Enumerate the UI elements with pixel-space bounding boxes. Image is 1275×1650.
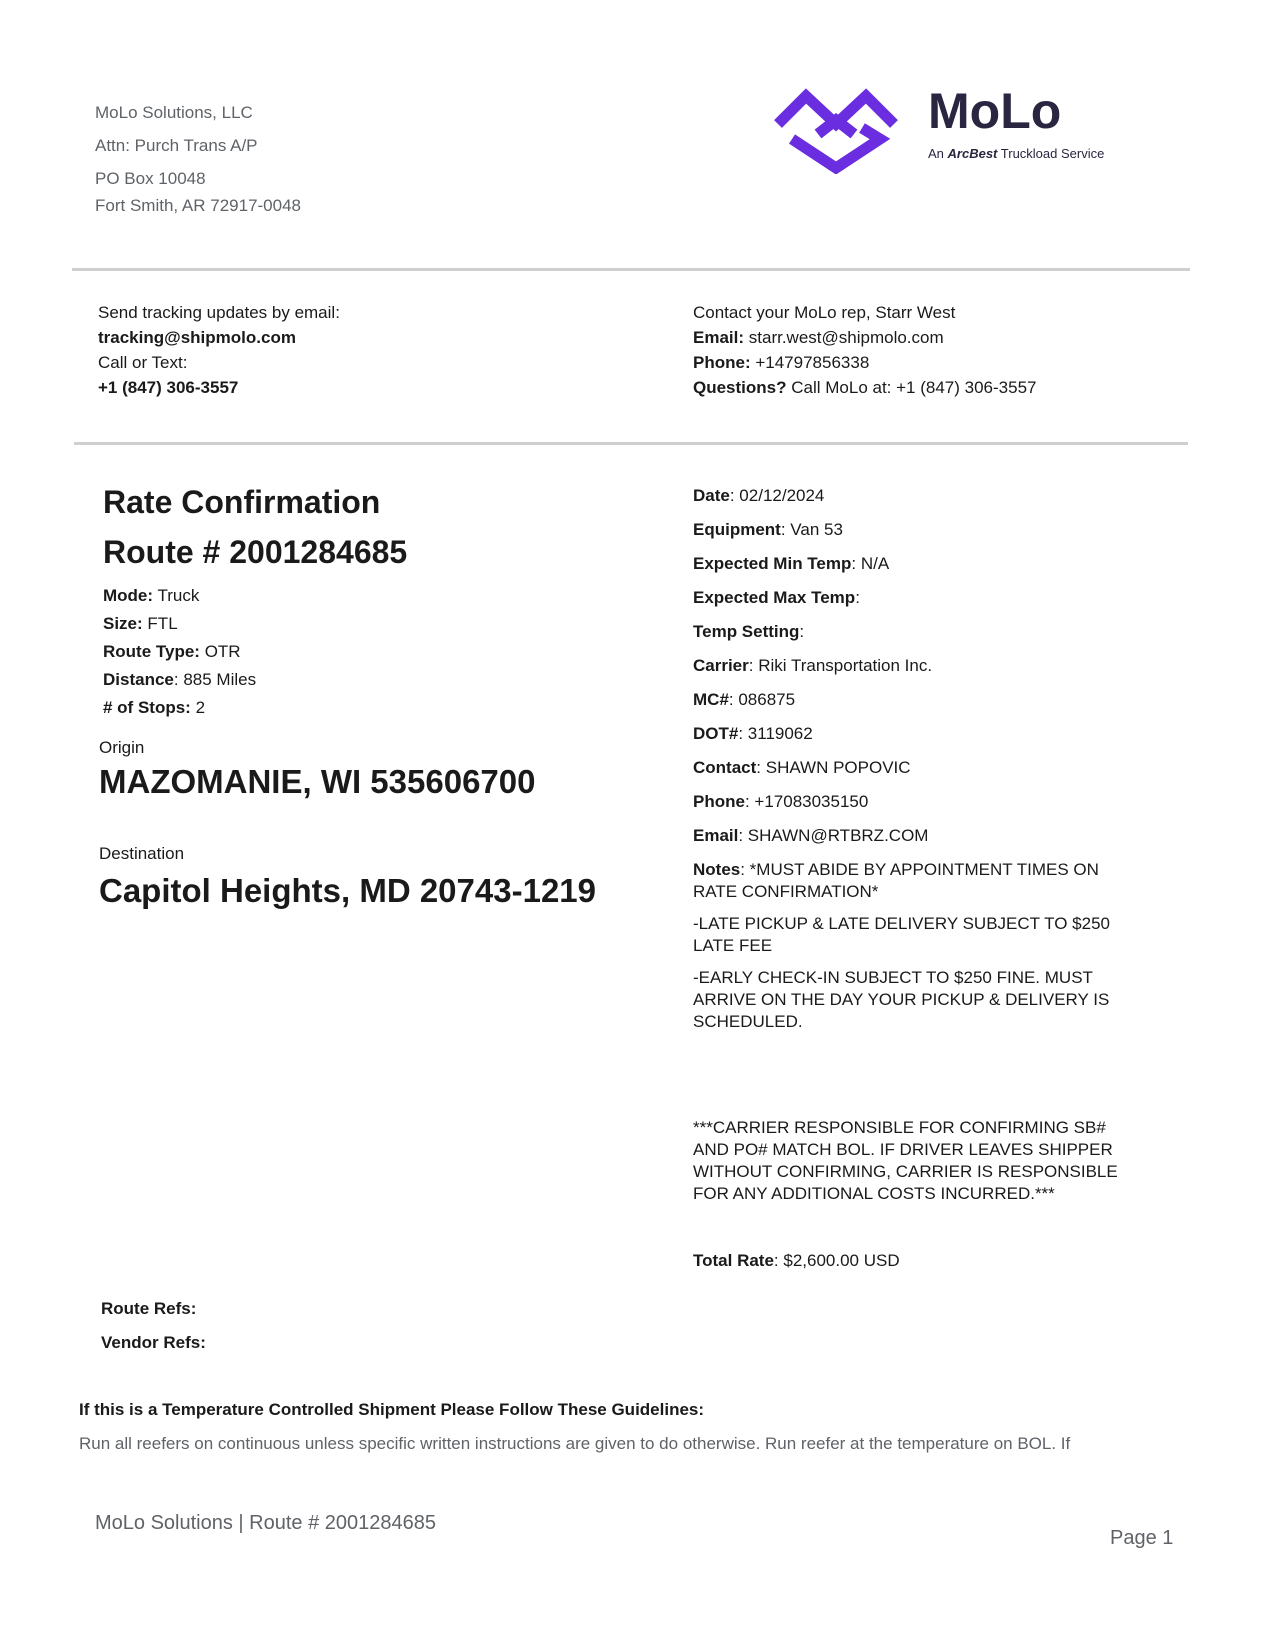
shipment-label: Route Type:: [103, 642, 200, 661]
shipment-row: [103, 694, 256, 722]
return-po-box: PO Box 10048: [95, 169, 206, 188]
detail-value: : SHAWN@RTBRZ.COM: [738, 826, 929, 845]
rep-info: [693, 300, 1037, 400]
detail-value: : Van 53: [780, 520, 843, 539]
route-number: Route # 2001284685: [103, 534, 408, 570]
rep-phone-row: [693, 350, 1037, 375]
detail-row: [693, 723, 1123, 745]
detail-row: [693, 621, 1123, 643]
shipment-value: OTR: [204, 642, 241, 661]
detail-row: [693, 553, 1123, 575]
rep-email: starr.west@shipmolo.com: [748, 328, 944, 347]
detail-value: :: [855, 588, 860, 607]
destination-city: Capitol Heights, MD 20743-1219: [99, 872, 596, 909]
shipment-value: 2: [195, 698, 206, 717]
detail-label: Email: [693, 826, 739, 845]
notes-label: Notes: [693, 860, 741, 879]
detail-label: MC#: [693, 690, 729, 709]
detail-label: Expected Min Temp: [693, 554, 852, 573]
total-rate: [693, 1250, 900, 1272]
shipment-label: Distance: [103, 670, 174, 689]
logo-name: MoLo: [928, 83, 1062, 139]
route-refs-label: Route Refs:: [101, 1299, 197, 1318]
detail-label: Contact: [693, 758, 757, 777]
total-rate-label: Total Rate: [693, 1251, 774, 1270]
shipment-row: [103, 638, 256, 666]
notes-early-checkin: -EARLY CHECK-IN SUBJECT TO $250 FINE. MUST ARRIVE ON THE DAY YOUR PICKUP & DELIVERY IS SCHEDULED.: [693, 968, 1110, 1031]
shipment-label: # of Stops:: [103, 698, 191, 717]
rep-email-row: [693, 325, 1037, 350]
molo-logo: [770, 82, 1150, 177]
tracking-info: [98, 300, 340, 400]
molo-mark-icon: [770, 84, 902, 174]
detail-row: [693, 519, 1123, 541]
temp-guidelines-text: Run all reefers on continuous unless specific written instructions are given to do otherwise. Run reefer at the temperature on BOL. If: [79, 1434, 1071, 1453]
detail-label: Carrier: [693, 656, 749, 675]
notes-first: [693, 859, 1113, 903]
shipment-label: Size:: [103, 614, 143, 633]
rep-questions-label: Questions?: [693, 378, 787, 397]
return-address: [95, 103, 301, 216]
vendor-refs-label: Vendor Refs:: [101, 1333, 206, 1352]
rep-phone: +14797856338: [755, 353, 870, 372]
detail-row: [693, 757, 1123, 779]
detail-value: :: [799, 622, 805, 641]
rep-questions-row: [693, 375, 1037, 400]
tracking-line1: Send tracking updates by email:: [98, 303, 340, 322]
shipment-value: Truck: [157, 586, 200, 605]
tracking-email: tracking@shipmolo.com: [98, 328, 296, 347]
detail-value: : Riki Transportation Inc.: [748, 656, 933, 675]
total-rate-value: : $2,600.00 USD: [773, 1251, 900, 1270]
shipment-row: [103, 666, 256, 694]
divider-middle: [74, 442, 1188, 445]
detail-label: Phone: [693, 792, 745, 811]
tagline-prefix: An: [928, 146, 944, 161]
return-city: Fort Smith, AR 72917-0048: [95, 196, 302, 215]
document-title: Rate Confirmation: [103, 484, 381, 520]
detail-value: : SHAWN POPOVIC: [756, 758, 911, 777]
notes-text: : *MUST ABIDE BY APPOINTMENT TIMES ON RATE CONFIRMATION*: [693, 860, 1099, 901]
notes-late-fee: -LATE PICKUP & LATE DELIVERY SUBJECT TO $250 LATE FEE: [693, 914, 1110, 955]
detail-row: [693, 485, 1123, 507]
footer-left: MoLo Solutions | Route # 2001284685: [95, 1512, 437, 1534]
destination-label: Destination: [99, 844, 185, 863]
page-number: Page 1: [1110, 1527, 1174, 1549]
shipment-label: Mode:: [103, 586, 154, 605]
detail-value: : 086875: [728, 690, 796, 709]
tagline-suffix: Truckload Service: [1000, 146, 1105, 161]
origin-city: MAZOMANIE, WI 535606700: [99, 763, 536, 800]
divider-top: [72, 268, 1190, 271]
detail-label: DOT#: [693, 724, 739, 743]
detail-row: [693, 825, 1123, 847]
tracking-phone: +1 (847) 306-3557: [98, 378, 239, 397]
detail-label: Expected Max Temp: [693, 588, 856, 607]
rep-line1: Contact your MoLo rep, Starr West: [693, 303, 956, 322]
shipment-row: [103, 582, 256, 610]
shipment-value: : 885 Miles: [173, 670, 257, 689]
rep-questions-text: Call MoLo at: +1 (847) 306-3557: [791, 378, 1037, 397]
shipment-row: [103, 610, 256, 638]
logo-tagline: [928, 146, 1104, 161]
tagline-brand: ArcBest: [947, 146, 998, 161]
tracking-line3: Call or Text:: [98, 353, 188, 372]
rep-phone-label: Phone:: [693, 353, 751, 372]
shipment-value: FTL: [147, 614, 178, 633]
return-attn: Attn: Purch Trans A/P: [95, 136, 258, 155]
shipment-summary: [103, 582, 256, 722]
document-title-block: [103, 477, 407, 577]
detail-row: [693, 791, 1123, 813]
detail-label: Temp Setting: [693, 622, 800, 641]
notes-block: [693, 859, 1113, 1033]
detail-value: : N/A: [851, 554, 890, 573]
temp-guidelines-heading: If this is a Temperature Controlled Shipment Please Follow These Guidelines:: [79, 1400, 705, 1419]
detail-value: : +17083035150: [744, 792, 869, 811]
detail-value: : 02/12/2024: [729, 486, 825, 505]
carrier-responsibility-note: ***CARRIER RESPONSIBLE FOR CONFIRMING SB# AND PO# MATCH BOL. IF DRIVER LEAVES SHIPPER WITHOUT CONFIRMING, CARRIER IS RESPONSIBLE FOR ANY ADDITIONAL COSTS INCURRED.***: [693, 1118, 1118, 1203]
detail-row: [693, 587, 1123, 609]
detail-row: [693, 689, 1123, 711]
rep-email-label: Email:: [693, 328, 745, 347]
detail-value: : 3119062: [738, 724, 813, 743]
load-details: [693, 485, 1123, 1043]
detail-label: Date: [693, 486, 730, 505]
return-company: MoLo Solutions, LLC: [95, 103, 253, 122]
detail-label: Equipment: [693, 520, 781, 539]
origin-label: Origin: [99, 738, 145, 757]
detail-row: [693, 655, 1123, 677]
